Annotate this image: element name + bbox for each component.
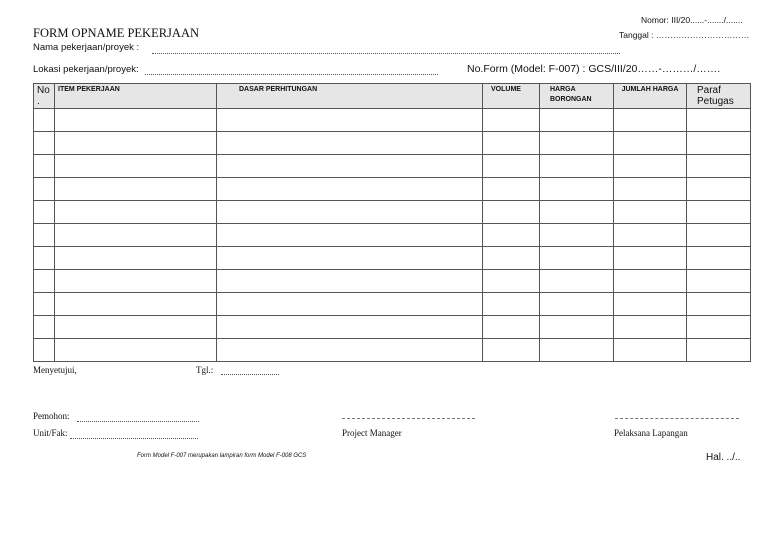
table-cell — [483, 155, 540, 178]
table-cell — [55, 316, 217, 339]
table-row — [34, 247, 751, 270]
pemohon-line — [77, 421, 199, 422]
table-cell — [614, 293, 687, 316]
pemohon-label: Pemohon: — [33, 411, 70, 421]
pelaksana-signature-line — [615, 418, 739, 419]
table-cell — [687, 247, 751, 270]
table-cell — [687, 155, 751, 178]
table-cell — [687, 293, 751, 316]
table-cell — [687, 224, 751, 247]
table-cell — [614, 178, 687, 201]
table-cell — [34, 132, 55, 155]
table-cell — [217, 109, 483, 132]
opname-table — [33, 83, 751, 362]
table-cell — [483, 270, 540, 293]
project-manager-signature-line — [342, 418, 475, 419]
col-header-harga-borongan: HARGA BORONGAN — [540, 84, 614, 109]
table-cell — [34, 247, 55, 270]
table-cell — [687, 109, 751, 132]
table-row — [34, 109, 751, 132]
page-number: Hal. ../.. — [706, 452, 741, 463]
table-cell — [540, 293, 614, 316]
table-cell — [217, 270, 483, 293]
col-header-jumlah-harga: JUMLAH HARGA — [614, 84, 687, 109]
table-cell — [217, 132, 483, 155]
table-cell — [55, 178, 217, 201]
no-form-field: No.Form (Model: F-007) : GCS/III/20……-………/……. — [467, 63, 721, 75]
table-cell — [540, 224, 614, 247]
table-cell — [687, 339, 751, 362]
table-cell — [55, 247, 217, 270]
table-cell — [34, 339, 55, 362]
menyetujui-label: Menyetujui, — [33, 365, 77, 375]
table-cell — [483, 132, 540, 155]
table-cell — [687, 178, 751, 201]
table-cell — [540, 201, 614, 224]
table-row — [34, 201, 751, 224]
table-row — [34, 155, 751, 178]
table-cell — [540, 109, 614, 132]
table-cell — [55, 155, 217, 178]
table-cell — [217, 178, 483, 201]
nama-pekerjaan-label: Nama pekerjaan/proyek : — [33, 42, 140, 53]
footnote: Form Model F-007 merupakan lampiran form Model F-008 GCS — [137, 453, 307, 459]
table-cell — [34, 224, 55, 247]
table-cell — [217, 201, 483, 224]
lokasi-pekerjaan-label: Lokasi pekerjaan/proyek: — [33, 64, 139, 75]
col-header-item: ITEM PEKERJAAN — [55, 84, 217, 109]
table-row — [34, 132, 751, 155]
table-cell — [540, 339, 614, 362]
table-cell — [483, 293, 540, 316]
nomor-field: Nomor: III/20......-......./....... — [641, 15, 743, 25]
table-cell — [34, 316, 55, 339]
table-cell — [614, 270, 687, 293]
table-cell — [614, 201, 687, 224]
table-cell — [483, 224, 540, 247]
table-cell — [483, 178, 540, 201]
table-row — [34, 339, 751, 362]
table-cell — [217, 224, 483, 247]
table-cell — [540, 155, 614, 178]
table-row — [34, 270, 751, 293]
col-header-dasar: DASAR PERHITUNGAN — [217, 84, 483, 109]
table-row — [34, 224, 751, 247]
table-cell — [540, 178, 614, 201]
tgl-label: Tgl.: — [196, 365, 214, 375]
table-cell — [540, 270, 614, 293]
table-cell — [614, 155, 687, 178]
table-cell — [540, 247, 614, 270]
table-cell — [614, 224, 687, 247]
table-cell — [483, 339, 540, 362]
table-cell — [55, 132, 217, 155]
table-cell — [614, 132, 687, 155]
tanggal-field: Tanggal : …………………………… — [619, 30, 750, 40]
lokasi-pekerjaan-line — [145, 74, 438, 75]
table-cell — [34, 109, 55, 132]
table-cell — [34, 178, 55, 201]
col-header-paraf: Paraf Petugas — [687, 84, 751, 109]
table-cell — [687, 316, 751, 339]
col-header-volume: VOLUME — [483, 84, 540, 109]
table-cell — [483, 247, 540, 270]
table-cell — [55, 270, 217, 293]
col-header-no: No . — [34, 84, 55, 109]
table-cell — [34, 155, 55, 178]
form-title: FORM OPNAME PEKERJAAN — [33, 26, 199, 40]
project-manager-label: Project Manager — [342, 428, 402, 438]
table-cell — [483, 316, 540, 339]
table-cell — [55, 293, 217, 316]
table-cell — [217, 316, 483, 339]
table-cell — [55, 109, 217, 132]
table-cell — [55, 224, 217, 247]
unit-fak-line — [70, 438, 198, 439]
table-cell — [614, 247, 687, 270]
nama-pekerjaan-line — [152, 53, 620, 54]
pelaksana-lapangan-label: Pelaksana Lapangan — [614, 428, 688, 438]
table-cell — [34, 270, 55, 293]
table-cell — [55, 201, 217, 224]
table-cell — [614, 109, 687, 132]
table-cell — [540, 316, 614, 339]
table-cell — [55, 339, 217, 362]
table-cell — [34, 293, 55, 316]
table-cell — [687, 270, 751, 293]
table-cell — [217, 155, 483, 178]
table-cell — [217, 293, 483, 316]
table-row — [34, 178, 751, 201]
table-cell — [483, 201, 540, 224]
table-cell — [217, 339, 483, 362]
table-cell — [614, 339, 687, 362]
table-cell — [34, 201, 55, 224]
table-cell — [687, 201, 751, 224]
table-row — [34, 316, 751, 339]
table-cell — [540, 132, 614, 155]
table-cell — [217, 247, 483, 270]
unit-fak-label: Unit/Fak: — [33, 428, 68, 438]
table-cell — [614, 316, 687, 339]
table-row — [34, 293, 751, 316]
table-cell — [483, 109, 540, 132]
table-header-row — [34, 84, 751, 109]
table-cell — [687, 132, 751, 155]
tgl-line — [221, 374, 279, 375]
